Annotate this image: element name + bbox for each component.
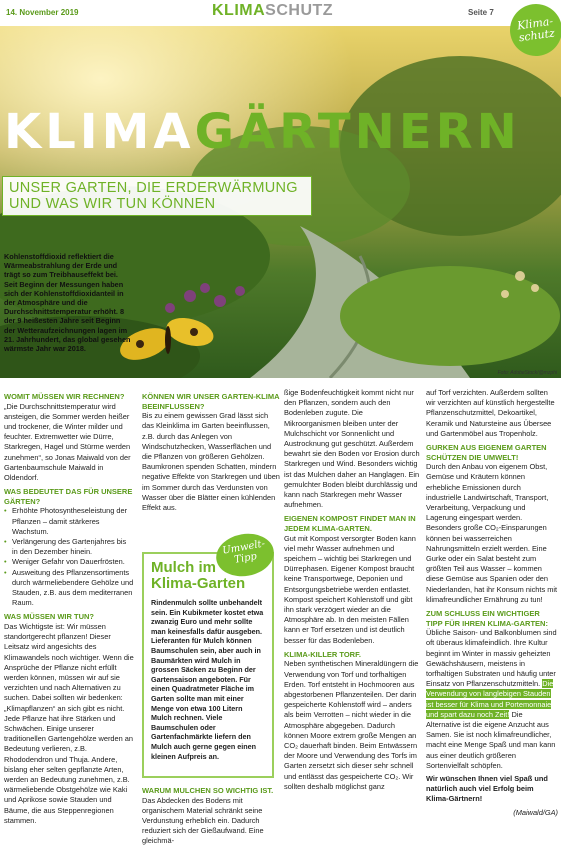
mulch-tipp-box	[142, 552, 274, 778]
brand-schutz: SCHUTZ	[265, 2, 334, 19]
umwelt-tipp-badge: Umwelt-Tipp	[213, 529, 277, 580]
paragraph	[426, 628, 558, 771]
page-header	[0, 0, 561, 26]
tipp-title: Mulch im Klima-Garten	[151, 559, 246, 592]
paragraph: auf Torf verzichten. Außerdem sollten wir verzichten auf künstlich hergestellte Pflanzenschutzmittel, Dekoartikel, Keramik und Natursteine aus Übersee und Gartenmöbel aus Tropenholz.	[426, 388, 555, 438]
heading-mulchen: WARUM MULCHEN SO WICHTIG IST.	[142, 786, 274, 795]
paragraph: ßige Bodenfeuchtigkeit kommt nicht nur den Pflanzen, sondern auch den Bodenleben zugute. Die Mikroorganismen bleiben unter der Mulchschicht vor Sonnenlicht und Austrocknung gut geschützt. Außerdem bewahrt sie den Boden vor Erosion durch Starkregen und Wind. Besonders wichtig ist das Mulchen daher an Hanglagen. Ein gemulchter Boden bleibt durchlässig und kann nach Starkregen mehr Wasser aufnehmen.	[284, 388, 420, 510]
heading-rechnen: WOMIT MÜSSEN WIR RECHNEN?	[4, 392, 125, 401]
heading-torf: KLIMA-KILLER TORF.	[284, 649, 361, 659]
list-item: • Ausweitung des Pflanzensortiments durch wärmeliebendere Gehölze und Stauden, z.B. aus dem mediterranen Raum.	[4, 568, 134, 609]
heading-kompost: EIGENEN KOMPOST FINDET MAN IN JEDEM KLIMA-GARTEN.	[284, 514, 416, 534]
list-item: • Erhöhte Photosyntheseleistung der Pflanzen – damit stärkeres Wachstum.	[4, 506, 134, 537]
title-klima: KLIMA	[4, 104, 195, 160]
heading-schluss: ZUM SCHLUSS EIN WICHTIGER TIPP FÜR IHREN KLIMA-GARTEN:	[426, 609, 548, 628]
highlighted-text: Die Verwendung von langlebigen Stauden ist besser für Klima und Portemonnaie und spart dazu noch Zeit!	[426, 679, 554, 719]
issue-date: 14. November 2019	[6, 8, 79, 17]
list-item: • Verlängerung des Gartenjahres bis in den Dezember hinein.	[4, 537, 134, 557]
paragraph: Gut mit Kompost versorgter Boden kann viel mehr Wasser aufnehmen und speichern – wichtig bei Starkregen und Dürrephasen. Eigener Kompost braucht keine Transportwege, Deponien und Entsorgungsbetriebe werden entlastet. Kompost speichert Kohlenstoff und gibt ihn stark verzögert wieder an die Atmosphäre ab. In den meisten Fällen kann er Torf ersetzen und ist deutlich besser für das Bodenleben.	[284, 533, 416, 645]
paragraph: Das Abdecken des Bodens mit organischem Material schränkt seine Verdunstung erheblich ein. Dadurch reduziert sich der Gießaufwand. Eine gleichmä-	[142, 795, 264, 845]
column-3	[284, 388, 420, 795]
tipp-body: Rindenmulch sollte unbehandelt sein. Ein Kubikmeter kostet etwa zwanzig Euro und mehr sollte man keinesfalls dafür ausgeben. Lieferanten für Mulch können Baumschulen sein, aber auch in Baumärkten wird Mulch in grossen Säcken zu Beginn der Gartensaison angeboten. Für einen Quadratmeter Fläche im Garten sollte man mit einer Menge von etwa 100 Litern Mulch rechnen. Viele Baumschulen oder Gartenfachmärkte liefern den Mulch auch gerne gegen einen kleinen Aufpreis an.	[151, 598, 264, 761]
heading-gurken: GURKEN AUS EIGENEM GARTEN SCHÜTZEN DIE UMWELT!	[426, 443, 547, 462]
title-gaertnern: GÄRTNERN	[194, 104, 521, 160]
column-4	[426, 388, 558, 818]
heading-beeinflussen: KÖNNEN WIR UNSER GARTEN-KLIMA BEEINFLUSSEN?	[142, 392, 280, 411]
subtitle: UNSER GARTEN, DIE ERDERWÄRMUNG UND WAS WIR TUN KÖNNEN	[2, 176, 312, 216]
section-brand	[212, 2, 333, 20]
paragraph: Bis zu einem gewissen Grad lässt sich das Kleinklima im Garten beeinflussen, z.B. durch das Anlegen von Windschutzhecken, Wasserflächen und die Pflanzen von größeren Gehölzen. Baumkronen spenden Schatten, mindern negative Effekte von Starkregen und üben im Sommer durch das Verdunsten von Wasser über die Blätter einen kühlenden Effekt aus.	[142, 411, 280, 513]
column-2-bottom	[142, 782, 278, 845]
intro-paragraph: Kohlenstoffdioxid reflektiert die Wärmeabstrahlung der Erde und trägt so zum Treibhauseffekt bei. Seit Beginn der Messungen haben sich der Kohlenstoffdioxidanteil in der Atmosphäre und die Durchschnittstemperatur erhöht. 8 der 9 heißesten Jahre seit Beginn der Wetteraufzeichnungen lagen im 21. Jahrhundert, das global gesehen wärmste Jahr war 2018.	[4, 252, 131, 354]
brand-klima: KLIMA	[212, 2, 266, 19]
list-item: • Weniger Gefahr von Dauerfrösten.	[4, 557, 134, 567]
closing-line: Wir wünschen Ihnen viel Spaß und natürlich auch viel Erfolg beim Klima-Gärtnern!	[426, 774, 548, 804]
paragraph: Das Wichtigste ist: Wir müssen standortgerecht pflanzen! Dieser Leitsatz wird angesichts des Klimawandels noch wichtiger. Wenn die Ansprüche der Pflanze nicht erfüllt werden können, müssen wir auf sie verzichten und nach Alternativen zu suchen. Dabei sollten wir bedenken: „Klimapflanzen“ an sich gibt es nicht. Jede Pflanze hat ihre Stärken und Schwächen. Einige unserer traditionellen Gartengehölze werden an Bedeutung verlieren, z.B. Rhododendron und Thuja. Andere, bislang eher selten gepflanzte Arten, werden an Bedeutung zunehmen, z.B. wärmeliebende Obstgehölze wie Kaki und Aprikose sowie Stauden und Bäume, die aus Steppenregionen stammen.	[4, 622, 134, 825]
column-2	[142, 388, 280, 516]
klimaschutz-badge: Klima-schutz	[507, 1, 561, 60]
photo-credit: Foto: AdobeStock/@mzphi	[497, 370, 557, 376]
page-title	[4, 104, 521, 160]
paragraph: Neben synthetischen Mineraldüngern die Verwendung von Torf und torfhaltigen Erden. Torf entsteht in Hochmooren aus abgestorbenen Pflanzenteilen. Der darin gespeicherte Kohlenstoff wird – anders als beim Verrotten – nicht wieder in die Atmosphäre abgegeben. Dadurch können Moore extrem große Mengen an CO₂ dauerhaft binden. Beim Entwässern der Moore und Verwendung des Torfs im Garten zersetzt sich dieser sehr schnell und entlässt das gespeicherte CO₂. Wir sollten deshalb möglichst ganz	[284, 659, 419, 791]
page-number: Seite 7	[468, 8, 494, 17]
paragraph: „Die Durchschnittstemperatur wird ansteigen, die Sommer werden heißer und trockener, die Winter milder und feuchter. Extremwetter wie Dürre, Starkregen, Hagel und Stürme werden zunehmen“, so Jonas Maiwald von der Gartenbaumschule Maiwald in Oldendorf.	[4, 401, 131, 483]
effects-list	[4, 506, 134, 608]
heading-bedeutung: WAS BEDEUTET DAS FÜR UNSERE GÄRTEN?	[4, 487, 133, 506]
text-run: Übliche Saison- und Balkonblumen sind oft überaus klimafeindlich. Ihre Kultur beginnt im Winter in massiv geheizten Gewächshäusern, meistens in torfhaltigen Substraten und häufig unter Einsatz von Pflanzenschutzmitteln.	[426, 628, 557, 689]
text-run: Die Alternative ist die eigene Anzucht aus Samen. Sie ist noch klimafreundlicher, macht eine Menge Spaß und man kann aus einer deutlich größeren Sortenvielfalt schöpfen.	[426, 709, 556, 770]
author-signature: (Maiwald/GA)	[513, 807, 558, 817]
paragraph: Durch den Anbau von eigenem Obst, Gemüse und Kräutern können erhebliche Emissionen durch industrielle Landwirtschaft, Transport, Verarbeitung, Verpackung und Lagerung eingespart werden. Besonders große CO₂-Einsparungen können bei wasserreichen Nahrungsmitteln erzielt werden. Eine Gurke oder ein Salat besteht zum größten Teil aus Wasser – kommen diese Gemüse aus Spanien oder den Niederlanden, hat ihr Konsum nichts mit klimafreundlicher Ernährung zu tun!	[426, 462, 558, 604]
heading-tun: WAS MÜSSEN WIR TUN?	[4, 612, 94, 622]
column-1	[4, 388, 134, 829]
